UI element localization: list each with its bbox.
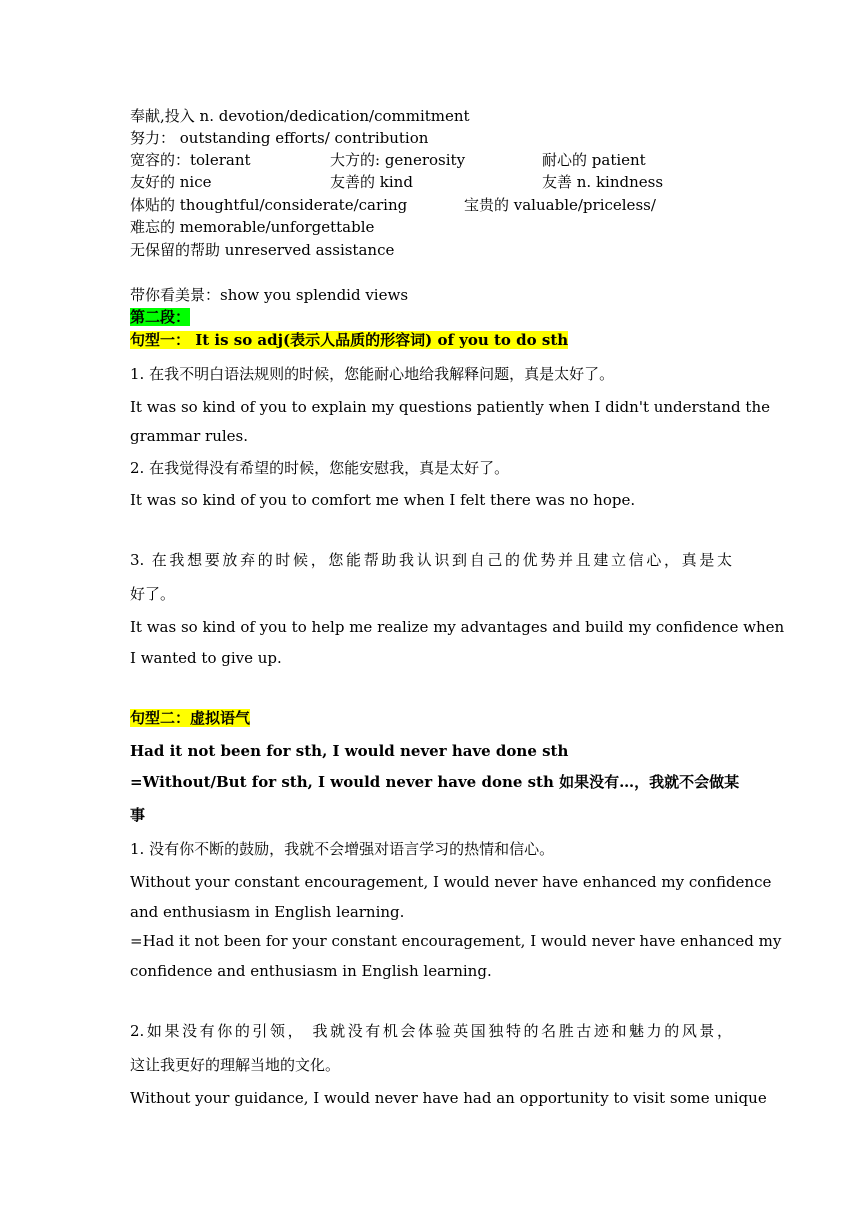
vocab-line-views: 带你看美景：show you splendid views (130, 286, 409, 304)
p1-ex1-en: It was so kind of you to explain my questions patiently when I didn't understand the (130, 398, 770, 416)
vocab-line-devotion: 奉献,投入 n. devotion/dedication/commitment (130, 107, 470, 125)
p2-ex2-cn: 2.如果没有你的引领， 我就没有机会体验英国独特的名胜古迹和魅力的风景， (130, 1022, 732, 1040)
p2-ex2-cn-cont: 这让我更好的理解当地的文化。 (130, 1056, 341, 1074)
vocab-tolerant: 宽容的：tolerant (130, 151, 251, 169)
p2-ex1-alt: =Had it not been for your constant encouragement, I would never have enhanced my (130, 932, 782, 950)
vocab-generosity: 大方的: generosity (330, 151, 466, 169)
vocab-line-efforts: 努力： outstanding efforts/ contribution (130, 129, 429, 147)
pattern2-title: 句型二：虚拟语气 (130, 709, 251, 727)
p1-ex3-en-cont: I wanted to give up. (130, 649, 282, 667)
p2-ex1-cn: 1. 没有你不断的鼓励，我就不会增强对语言学习的热情和信心。 (130, 840, 555, 858)
vocab-line-nice (130, 171, 732, 193)
formula-2-cont: 事 (130, 806, 146, 824)
section-heading: 第二段： (130, 308, 191, 326)
p1-ex3-cn: 3. 在我想要放弃的时候，您能帮助我认识到自己的优势并且建立信心，真是太 (130, 551, 732, 569)
vocab-kindness: 友善 n. kindness (542, 173, 664, 191)
p1-ex3-en: It was so kind of you to help me realize my advantages and build my confidence when (130, 618, 785, 636)
pattern1-title: 句型一： It is so adj(表示人品质的形容词) of you to do sth (130, 331, 569, 349)
vocab-valuable: 宝贵的 valuable/priceless/ (464, 196, 656, 214)
vocab-kind: 友善的 kind (330, 173, 413, 191)
vocab-patient: 耐心的 patient (542, 151, 646, 169)
p1-ex1-cn: 1. 在我不明白语法规则的时候，您能耐心地给我解释问题，真是太好了。 (130, 365, 615, 383)
p1-ex1-en-cont: grammar rules. (130, 427, 249, 445)
p1-ex2-en: It was so kind of you to comfort me when I felt there was no hope. (130, 491, 636, 509)
p1-ex2-cn: 2. 在我觉得没有希望的时候，您能安慰我，真是太好了。 (130, 459, 510, 477)
formula-1: Had it not been for sth, I would never have done sth (130, 742, 569, 760)
vocab-line-tolerant (130, 149, 732, 171)
vocab-line-memorable: 难忘的 memorable/unforgettable (130, 218, 375, 236)
p2-ex1-alt-cont: confidence and enthusiasm in English learning. (130, 962, 492, 980)
vocab-thoughtful: 体贴的 thoughtful/considerate/caring (130, 196, 408, 214)
p2-ex1-en-cont: and enthusiasm in English learning. (130, 903, 405, 921)
p1-ex3-cn-cont: 好了。 (130, 585, 176, 603)
formula-2: =Without/But for sth, I would never have done sth 如果没有…，我就不会做某 (130, 773, 740, 791)
p2-ex2-en: Without your guidance, I would never have had an opportunity to visit some unique (130, 1089, 767, 1107)
vocab-line-thoughtful (130, 194, 732, 216)
p2-ex1-en: Without your constant encouragement, I would never have enhanced my confidence (130, 873, 772, 891)
vocab-line-unreserved: 无保留的帮助 unreserved assistance (130, 241, 395, 259)
vocab-nice: 友好的 nice (130, 173, 212, 191)
